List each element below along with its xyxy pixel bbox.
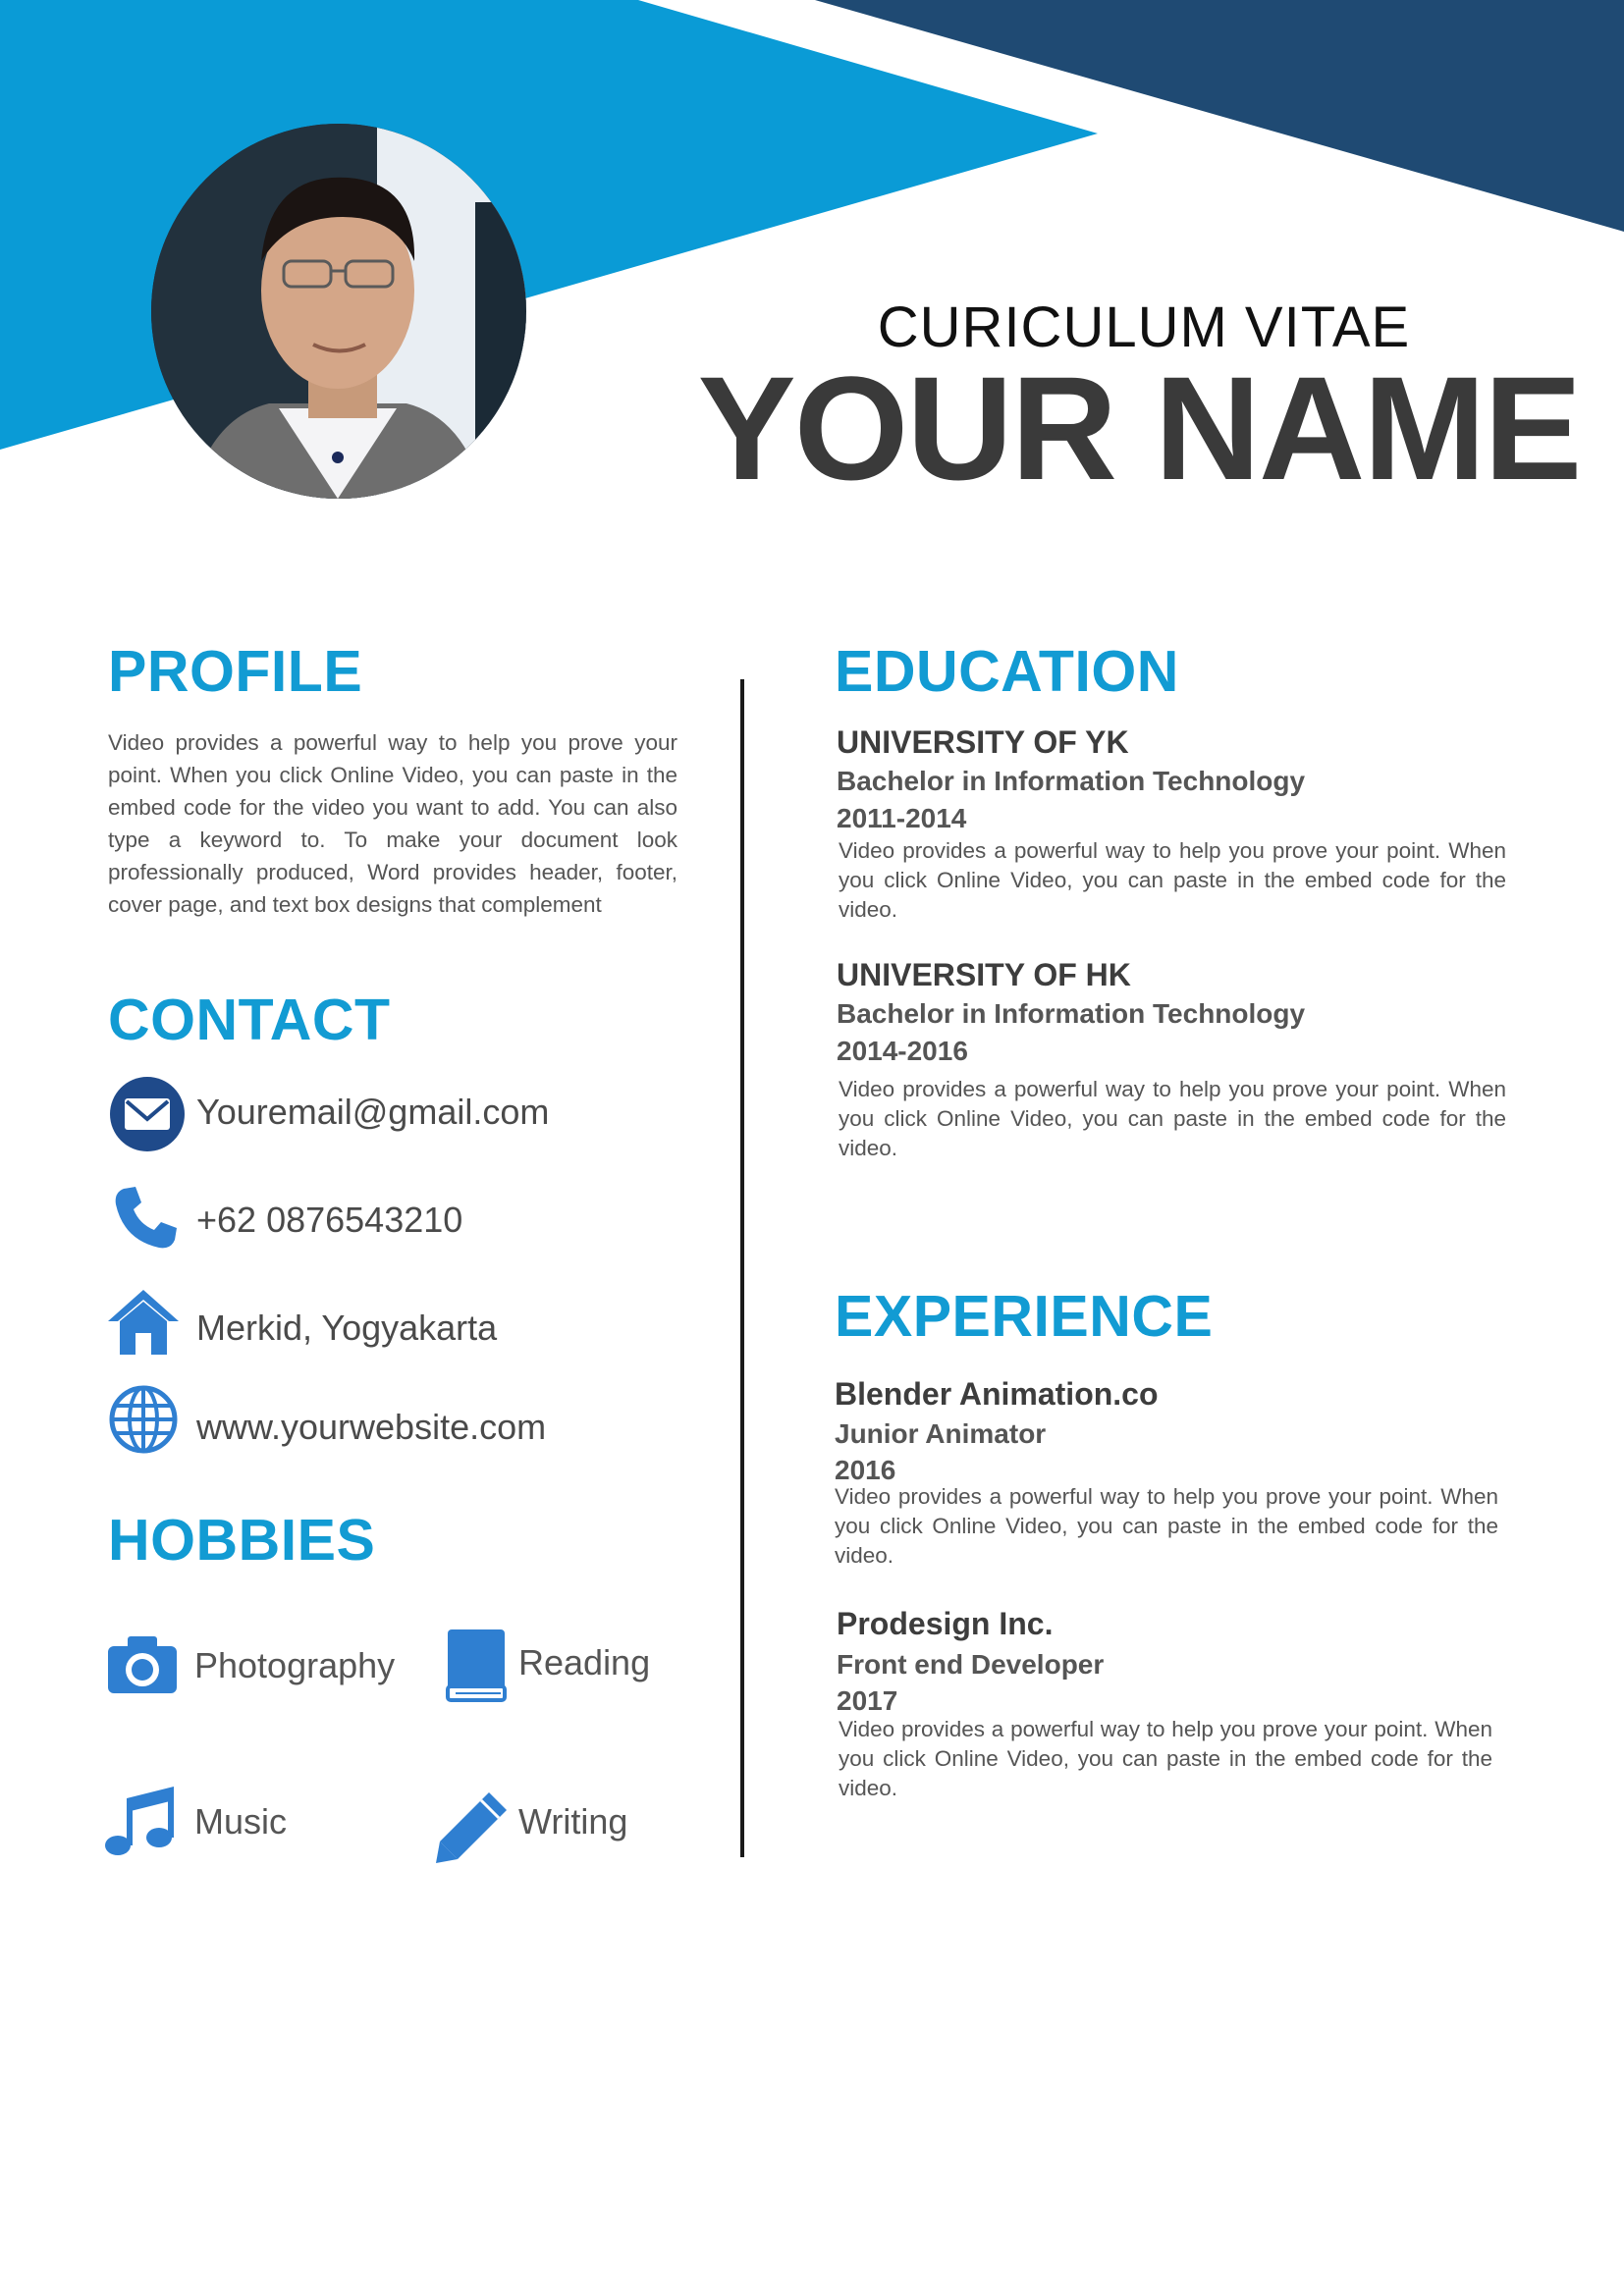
experience-description: Video provides a powerful way to help you prove your point. When you click Online Video, you can paste in the embed code for the video. [835,1484,1498,1568]
email-icon [108,1075,187,1153]
hobbies-heading: HOBBIES [108,1508,376,1573]
experience-role: Junior Animator [835,1418,1047,1449]
hobby-label: Music [194,1801,288,1842]
globe-icon [108,1384,179,1455]
person-name: YOUR NAME [697,346,1581,510]
experience-heading: EXPERIENCE [835,1284,1214,1349]
music-icon [102,1785,177,1859]
pencil-icon [434,1789,511,1865]
education-years: 2011-2014 [837,803,967,833]
education-school: UNIVERSITY OF HK [837,957,1131,992]
profile-photo [151,124,526,499]
hobby-label: Reading [518,1642,651,1682]
book-icon [444,1628,509,1702]
education-years: 2014-2016 [837,1036,968,1066]
experience-role: Front end Developer [837,1649,1105,1680]
cv-label: CURICULUM VITAE [877,295,1411,359]
education-description: Video provides a powerful way to help you prove your point. When you click Online Video, you can paste in the embed code for the video. [839,1077,1506,1160]
camera-icon [106,1634,179,1695]
profile-text: Video provides a powerful way to help you prove your point. When you click Online Video, you can paste in the embed code for the video you want to add. You can also type a keyword to. To make your document look professionally produced, Word provides header, footer, cover page, and text box designs that complement [108,730,677,917]
experience-company: Prodesign Inc. [837,1606,1054,1641]
contact-phone[interactable]: +62 0876543210 [196,1200,463,1240]
experience-year: 2016 [835,1455,896,1485]
experience-year: 2017 [837,1685,898,1716]
contact-website[interactable]: www.yourwebsite.com [196,1407,547,1447]
contact-heading: CONTACT [108,988,391,1052]
hobby-label: Photography [194,1645,396,1685]
education-school: UNIVERSITY OF YK [837,724,1129,760]
phone-icon [110,1183,181,1254]
contact-address: Merkid, Yogyakarta [196,1308,498,1348]
experience-company: Blender Animation.co [835,1376,1159,1412]
hobby-label: Writing [518,1801,628,1842]
education-heading: EDUCATION [835,639,1179,704]
experience-description: Video provides a powerful way to help you prove your point. When you click Online Video, you can paste in the embed code for the video. [839,1717,1492,1800]
education-degree: Bachelor in Information Technology [837,766,1306,796]
profile-heading: PROFILE [108,639,363,704]
column-divider [740,679,744,1857]
home-icon [106,1288,181,1357]
contact-email[interactable]: Youremail@gmail.com [196,1092,550,1132]
education-degree: Bachelor in Information Technology [837,998,1306,1029]
education-description: Video provides a powerful way to help you prove your point. When you click Online Video, you can paste in the embed code for the video. [839,838,1506,922]
